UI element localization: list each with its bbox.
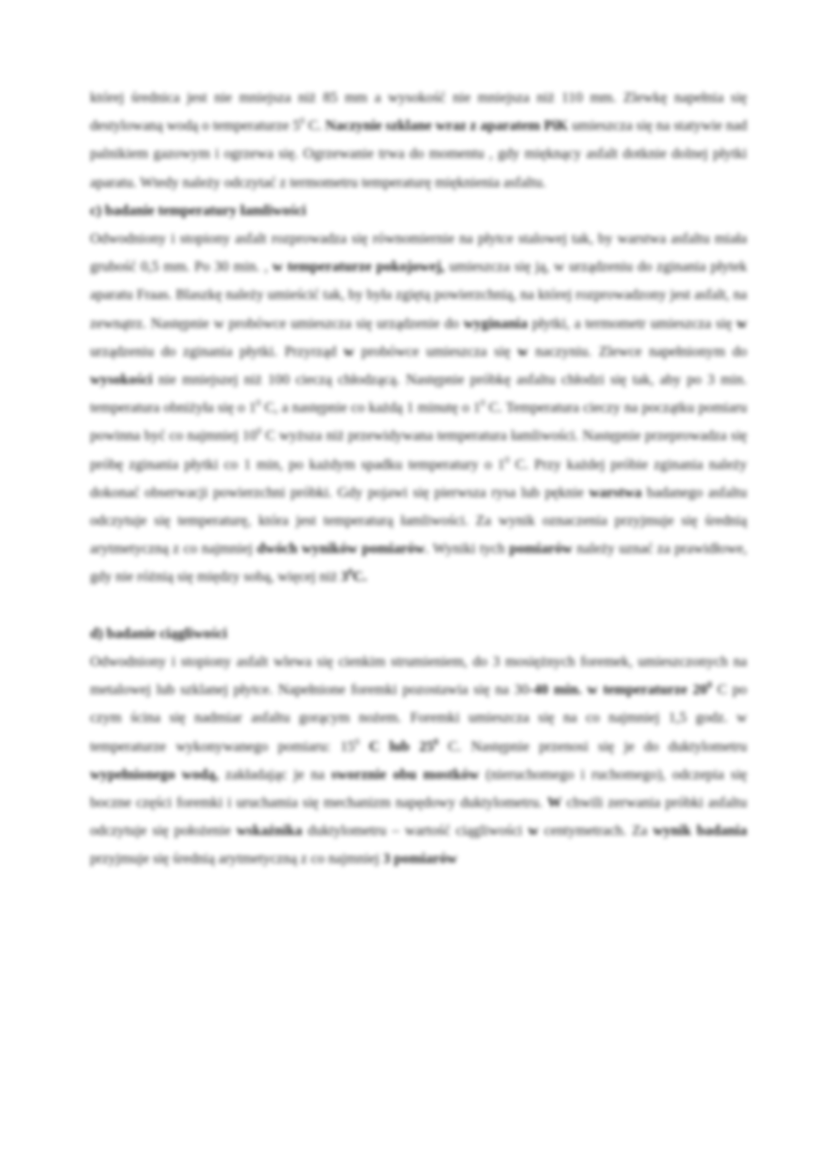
paragraph-brittleness-fraass-procedure-run: C, a następnie co każdą 1 minutę o 1 [260,400,481,417]
paragraph-ductility-procedure-run: Odwodniony i stopiony asfalt wlewa się cienkim strumieniem, do 3 mosiężnych foremek, umieszczonych na metalowej lub szklanej płytce. Napełnione foremki pozostawia się na 30- [90,654,747,699]
paragraph-brittleness-fraass-procedure-run: badanego asfaltu odczytuje się temperaturę, która jest temperaturą łamliwości. Za wynik oznaczenia przyjmuje się średnią arytmetyczną z co najmniej [90,484,747,558]
heading-ductility-test-run: badanie ciągliwości [106,625,228,642]
paragraph-brittleness-fraass-procedure-run: naczyniu. Zlewce napełnionym do [528,343,747,360]
paragraph-brittleness-fraass-procedure-run: dwóch wyników pomiarów [256,541,426,558]
paragraph-brittleness-fraass-procedure-run: w [517,343,529,360]
paragraph-ductility-procedure-run: C po czym ścina się nadmiar asfaltu gorącym nożem. Foremki umieszcza się na co najmniej 1,5 godz. w temperaturze wykonywanego pomiaru: 15 [90,682,747,755]
document-content [90,84,747,874]
paragraph-ductility-procedure-run: 25 [409,738,434,755]
heading-brittleness-temperature-test-run: c) [90,202,105,219]
paragraph-brittleness-fraass-procedure-run: w temperaturze pokojowej, [272,259,445,276]
paragraph-ductility-procedure-run: C. Następnie przenosi się je do duktylometru [438,738,748,755]
paragraph-brittleness-fraass-procedure-run: C. Temperatura cieczy na początku pomiaru powinna być co najmniej 10 [90,400,747,445]
paragraph-ductility-procedure-run: 40 min. w temperaturze 20 [533,682,708,699]
paragraph-brittleness-fraass-procedure-run: 0 [480,398,485,409]
paragraph-brittleness-fraass-procedure-run: płytki, a termometr umieszcza się [527,315,737,332]
paragraph-brittleness-fraass-procedure-run: urządzeniu do zginania płytki. Przyrząd [90,343,344,360]
paragraph-brittleness-fraass-procedure-run: należy uznać za prawidłowe, gdy nie różnią się między sobą, więcej niż [90,541,747,586]
paragraph-brittleness-fraass-procedure-run: wyginania [463,315,528,332]
paragraph-brittleness-fraass-procedure-run: nie mniejszej niż 100 cieczą chłodzącą. Następnie próbkę asfaltu chłodzi się tak, aby po 3 min. temperatura obniżyła się o 1 [90,372,747,417]
blank-line [90,592,747,620]
paragraph-ductility-procedure-run: (nieruchomego i ruchomego), odczepia się boczne części foremki i uruchamia się mechanizm napędowy duktylometru. [90,766,748,812]
paragraph-ductility-procedure-run: wynik badania [652,823,747,840]
heading-brittleness-temperature-test [90,197,747,225]
paragraph-brittleness-fraass-procedure-run: 3 [340,569,349,586]
paragraph-ductility-procedure-run: wskaźnika [236,823,303,840]
paragraph-brittleness-fraass-procedure-run: 0 [256,398,261,409]
paragraph-ductility-procedure-run: W [547,795,562,812]
heading-ductility-test-run: d) [90,625,107,642]
paragraph-softening-point-pik [90,84,747,197]
paragraph-softening-point-pik-run: umieszcza się na statywie nad palnikiem gazowym i ogrzewa się. Ogrzewanie trwa do momentu , gdy mięknący asfalt dotknie dolnej płytki aparatu. Wtedy należy odczytać z termometru temperaturę mięknienia asfaltu. [90,118,747,191]
paragraph-brittleness-fraass-procedure-run: C wyższa niż przewidywana temperatura łamliwości. Następnie przeprowadza się próbę zginania płytki co 1 min, po każdym spadku temperatury o 1 [90,428,747,473]
paragraph-brittleness-fraass-procedure-run: w [736,315,747,332]
paragraph-ductility-procedure-run: w [527,823,539,840]
paragraph-ductility-procedure-run: sworznie obu mostków [331,766,480,783]
paragraph-brittleness-fraass-procedure-run: w [343,343,355,360]
paragraph-brittleness-fraass-procedure-run: wysokości [90,372,153,389]
paragraph-brittleness-fraass-procedure-run: C. [352,569,367,586]
paragraph-ductility-procedure-run: chwili zerwania próbki asfaltu odczytuje się położenie [90,795,747,840]
heading-brittleness-temperature-test-run: badanie temperatury łamliwości [105,202,307,219]
paragraph-brittleness-fraass-procedure-run: probówce umieszcza się [354,343,518,360]
paragraph-brittleness-fraass-procedure-run: C. Przy każdej próbie zginania należy dokonać obserwacji powierzchni próbki. Gdy pojawi się pierwsza rysa lub pęknie [90,456,747,501]
paragraph-brittleness-fraass-procedure [90,225,747,592]
paragraph-ductility-procedure-run: C lub [359,738,410,755]
paragraph-ductility-procedure-run: zakładając je na [218,766,332,783]
paragraph-softening-point-pik-run: Naczynie szklane wraz z aparatem PiK [325,118,569,135]
paragraph-brittleness-fraass-procedure-run: umieszcza się ją, w urządzeniu do zginania płytek aparatu Fraas. Blaszkę należy umieścić tak, by była zgiętą powierzchnią, na której rozprowadzony jest asfalt, na zewnątrz. Następnie w probówce umieszcza się urządzenie do [90,259,748,332]
paragraph-brittleness-fraass-procedure-run: warstwa [588,484,642,501]
paragraph-brittleness-fraass-procedure-run: . Wyniki tych [425,541,510,558]
paragraph-brittleness-fraass-procedure-run: 0 [504,454,510,465]
paragraph-brittleness-fraass-procedure-run: Odwodniony i stopiony asfalt rozprowadza się równomiernie na płytce stalowej tak, by warstwa asfaltu miała grubość 0,5 mm. Po 30 min. , [90,231,747,276]
paragraph-ductility-procedure-run: centymetrach. Za [538,823,653,840]
paragraph-ductility-procedure-run: 0 [354,736,360,747]
paragraph-brittleness-fraass-procedure-run: 0 [348,567,353,578]
paragraph-softening-point-pik-run: C. [304,118,326,135]
paragraph-ductility-procedure-run: 0 [707,680,712,691]
paragraph-softening-point-pik-run: 0 [300,116,305,127]
paragraph-ductility-procedure-run: duktylometru – wartość ciągliwości [302,823,528,840]
paragraph-ductility-procedure-run: 3 pomiarów [382,851,458,868]
paragraph-ductility-procedure-run: wypełnionego wodą, [90,766,219,783]
heading-ductility-test [90,620,747,648]
paragraph-ductility-procedure [90,648,747,874]
paragraph-brittleness-fraass-procedure-run: pomiarów [509,541,573,558]
paragraph-brittleness-fraass-procedure-run: 0 [256,426,262,437]
paragraph-softening-point-pik-run: której średnica jest nie mniejsza niż 85 mm a wysokość nie mniejsza niż 110 mm. Zlewkę napełnia się destylowaną wodą o temperaturze 5 [90,90,747,135]
paragraph-ductility-procedure-run: przyjmuje się średnią arytmetyczną z co najmniej [90,851,383,868]
paragraph-ductility-procedure-run: 0 [433,736,439,747]
